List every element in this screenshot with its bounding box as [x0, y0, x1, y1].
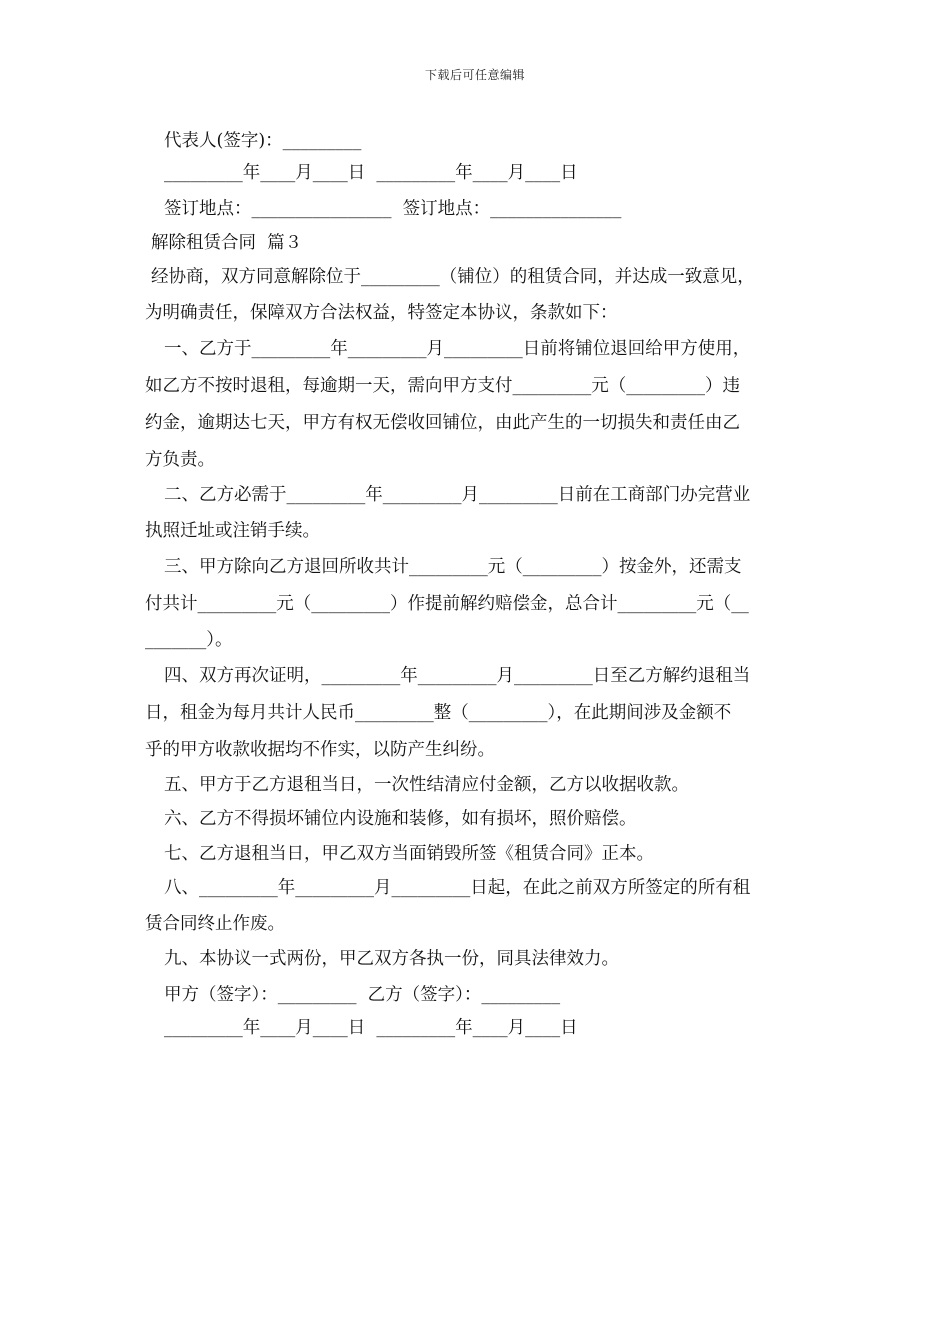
- document-line: 如乙方不按时退租，每逾期一天，需向甲方支付_________元（_________）违: [145, 376, 740, 396]
- document-line: 七、乙方退租当日，甲乙双方当面销毁所签《租赁合同》正本。: [164, 844, 654, 864]
- document-line: 执照迁址或注销手续。: [145, 521, 320, 541]
- document-line: 方负责。: [145, 450, 215, 470]
- document-line: _________年____月____日 _________年____月____日: [164, 1018, 578, 1038]
- document-line: 签订地点：________________ 签订地点：_______________: [164, 199, 622, 219]
- document-line: 五、甲方于乙方退租当日，一次性结清应付金额，乙方以收据收款。: [164, 775, 689, 795]
- document-line: 乎的甲方收款收据均不作实，以防产生纠纷。: [145, 740, 495, 760]
- document-line: 六、乙方不得损坏铺位内设施和装修，如有损坏，照价赔偿。: [164, 809, 637, 829]
- document-line: 付共计_________元（_________）作提前解约赔偿金，总合计_________元（__: [145, 594, 749, 614]
- document-line: 九、本协议一式两份，甲乙双方各执一份，同具法律效力。: [164, 949, 619, 969]
- document-line: 解除租赁合同 篇３: [151, 233, 303, 253]
- document-line: 一、乙方于_________年_________月_________日前将铺位退回给甲方使用，: [164, 339, 751, 359]
- document-line: 三、甲方除向乙方退回所收共计_________元（_________）按金外，还需支: [164, 557, 742, 577]
- document-line: 甲方（签字）：_________ 乙方（签字）：_________: [164, 985, 561, 1005]
- document-line: 经协商，双方同意解除位于_________（铺位）的租赁合同，并达成一致意见，: [151, 267, 755, 287]
- document-line: 日，租金为每月共计人民币_________整（_________），在此期间涉及金额不: [145, 703, 732, 723]
- document-line: _______）。: [145, 630, 233, 650]
- document-line: 八、_________年_________月_________日起，在此之前双方所签定的所有租: [164, 878, 751, 898]
- document-line: 代表人(签字)：_________: [164, 131, 362, 151]
- document-line: 为明确责任，保障双方合法权益，特签定本协议，条款如下：: [145, 303, 618, 323]
- page-header-note: 下载后可任意编辑: [424, 68, 525, 82]
- document-line: 二、乙方必需于_________年_________月_________日前在工商部门办完营业: [164, 485, 751, 505]
- document-line: 四、双方再次证明，_________年_________月_________日至乙方解约退租当: [164, 666, 751, 686]
- document-line: 约金，逾期达七天，甲方有权无偿收回铺位，由此产生的一切损失和责任由乙: [145, 413, 740, 433]
- document-line: 赁合同终止作废。: [145, 914, 285, 934]
- document-line: _________年____月____日 _________年____月____日: [164, 163, 578, 183]
